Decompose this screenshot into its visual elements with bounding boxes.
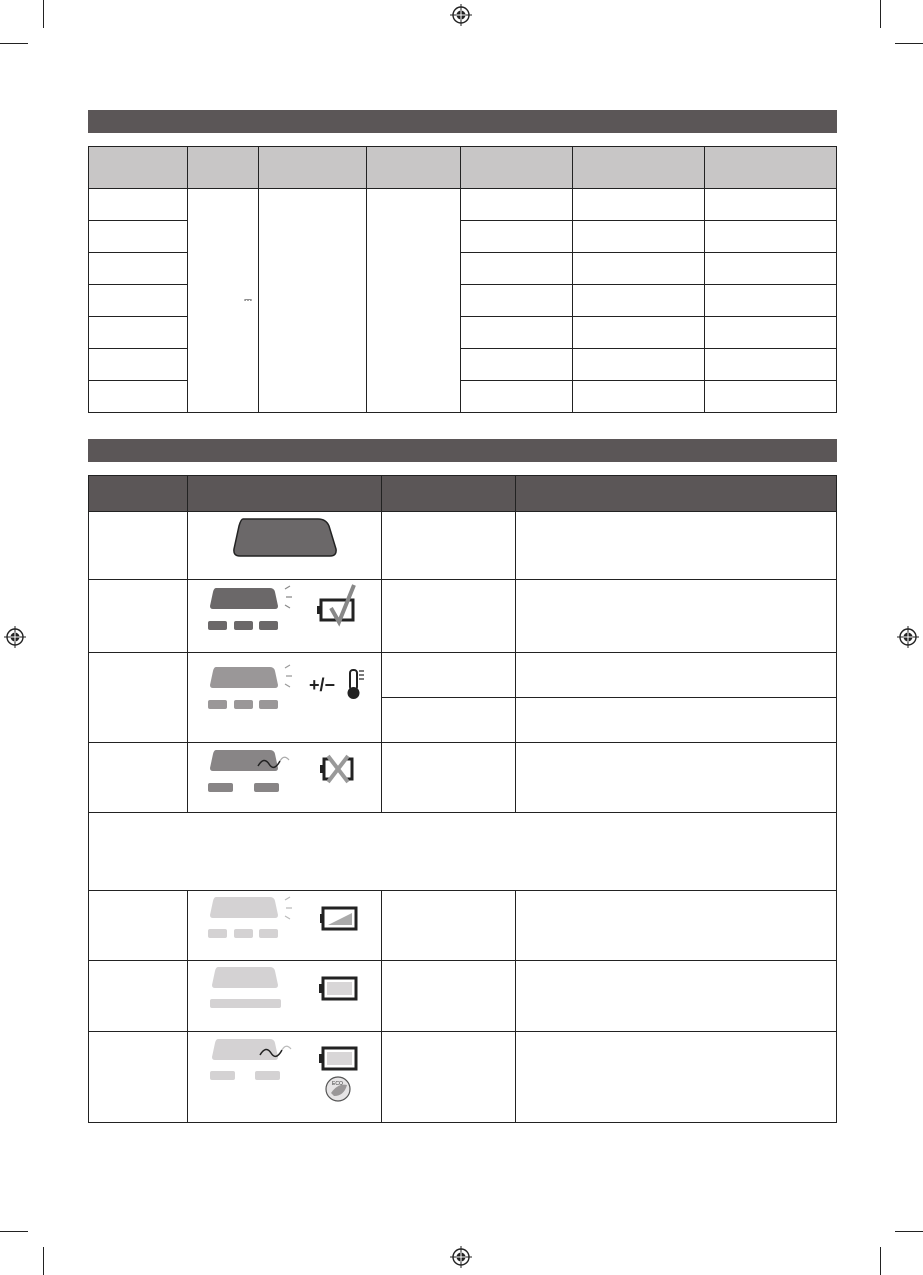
- spec-cell: [89, 285, 188, 317]
- indicator-cell: [516, 698, 837, 743]
- indicator-cell: [382, 1032, 516, 1123]
- registration-mark-right-icon: [897, 626, 919, 648]
- indicator-cell: [516, 961, 837, 1032]
- spec-cell: [89, 317, 188, 349]
- illustration-cell: [188, 961, 382, 1032]
- illustration-cell: [188, 891, 382, 961]
- indicator-cell: [382, 961, 516, 1032]
- spec-cell: [573, 349, 705, 381]
- spec-cell: [573, 221, 705, 253]
- spec-header-cell: [573, 147, 705, 189]
- indicator-cell: [89, 961, 188, 1032]
- spec-cell: [705, 189, 837, 221]
- indicator-cell: [516, 512, 837, 580]
- indicator-cell: [382, 891, 516, 961]
- spec-cell: [461, 189, 573, 221]
- illustration-cell: [188, 653, 382, 743]
- indicator-cell: [382, 653, 516, 698]
- spec-cell: [573, 285, 705, 317]
- spec-cell: [573, 381, 705, 413]
- indicator-cell: [516, 580, 837, 653]
- illustration-cell: [188, 1032, 382, 1123]
- thermometer-icon: [309, 670, 364, 699]
- spec-cell: [705, 285, 837, 317]
- charger-led-charging-icon: [188, 892, 382, 960]
- spec-cell: [573, 189, 705, 221]
- table-row: [89, 580, 837, 653]
- table-row: [89, 961, 837, 1032]
- illustration-cell: [188, 580, 382, 653]
- spec-header-cell: [367, 147, 461, 189]
- table-row: [89, 891, 837, 961]
- indicator-cell: [89, 1032, 188, 1123]
- spec-cell: [461, 317, 573, 349]
- crop-mark-top-left-h: [0, 43, 28, 44]
- indicator-header-cell: [188, 476, 382, 512]
- charger-led-mid-icon: [188, 654, 382, 742]
- specifications-table: [88, 146, 837, 413]
- crop-mark-top-right-h: [895, 43, 923, 44]
- spec-cell: [573, 253, 705, 285]
- spec-cell: [705, 317, 837, 349]
- spec-cell: [705, 381, 837, 413]
- illustration-cell: [188, 743, 382, 813]
- indicator-header-cell: [89, 476, 188, 512]
- indicator-header-cell: [516, 476, 837, 512]
- charger-led-error-icon: [188, 744, 382, 812]
- spec-header-cell: [259, 147, 367, 189]
- indicator-cell: [382, 698, 516, 743]
- spec-cell: [89, 381, 188, 413]
- spec-header-cell: [705, 147, 837, 189]
- crop-mark-top-right-v: [880, 0, 881, 28]
- charger-led-eco-icon: [188, 1033, 382, 1122]
- tolerance-label: +/−: [309, 674, 336, 695]
- indicator-cell: [89, 512, 188, 580]
- indicator-cell: [89, 891, 188, 961]
- indicator-table: [88, 475, 837, 1123]
- battery-x-icon: [320, 756, 352, 782]
- charger-base-icon: [188, 513, 382, 579]
- illustration-cell: [188, 512, 382, 580]
- indicator-cell: [382, 512, 516, 580]
- indicator-cell: [516, 743, 837, 813]
- spec-cell: [705, 349, 837, 381]
- spec-cell: [89, 189, 188, 221]
- spec-cell: [705, 221, 837, 253]
- indicator-cell: [382, 743, 516, 813]
- crop-mark-bottom-right-v: [880, 1247, 881, 1275]
- indicator-cell: [516, 1032, 837, 1123]
- section-bar-specifications: [88, 110, 837, 133]
- spec-header-cell: [461, 147, 573, 189]
- note-cell: [89, 813, 837, 891]
- table-row: [89, 743, 837, 813]
- spec-cell: [461, 253, 573, 285]
- spec-cell: [89, 253, 188, 285]
- battery-check-icon: [317, 585, 354, 622]
- indicator-cell: [516, 653, 837, 698]
- indicator-header-cell: [382, 476, 516, 512]
- spec-cell: [461, 381, 573, 413]
- registration-mark-top-icon: [450, 4, 472, 26]
- battery-charging-icon: [320, 908, 356, 929]
- spec-cell: [89, 221, 188, 253]
- indicator-cell: [516, 891, 837, 961]
- spec-cell: [89, 349, 188, 381]
- spec-header-cell: [188, 147, 259, 189]
- spec-header-cell: [89, 147, 188, 189]
- indicator-cell: [89, 580, 188, 653]
- battery-full-icon: [319, 978, 356, 999]
- spec-cell: [461, 221, 573, 253]
- spec-cell: [461, 285, 573, 317]
- spec-header-row: [89, 147, 837, 189]
- indicator-cell: [382, 580, 516, 653]
- eco-label: ECO: [332, 1080, 343, 1087]
- table-row: [89, 1032, 837, 1123]
- spec-cell: [573, 317, 705, 349]
- section-bar-indicators: [88, 439, 837, 462]
- charger-led-full-icon: [188, 962, 382, 1031]
- crop-mark-bottom-left-v: [43, 1247, 44, 1275]
- dc-symbol-icon: ⎓: [244, 294, 252, 306]
- spec-merged-cell: [367, 189, 461, 413]
- crop-mark-bottom-left-h: [0, 1231, 28, 1232]
- dc-voltage-cell: [188, 189, 259, 413]
- table-row: [89, 189, 837, 221]
- battery-full-icon: [319, 1048, 356, 1069]
- registration-mark-left-icon: [4, 626, 26, 648]
- spec-cell: [461, 349, 573, 381]
- indicator-cell: [89, 743, 188, 813]
- indicator-header-row: [89, 476, 837, 512]
- spec-cell: [705, 253, 837, 285]
- eco-leaf-icon: [326, 1077, 350, 1101]
- table-row: [89, 653, 837, 698]
- indicator-cell: [89, 653, 188, 743]
- spec-merged-cell: [259, 189, 367, 413]
- registration-mark-bottom-icon: [450, 1246, 472, 1268]
- crop-mark-bottom-right-h: [895, 1231, 923, 1232]
- table-row: [89, 512, 837, 580]
- table-row: [89, 813, 837, 891]
- crop-mark-top-left-v: [43, 0, 44, 28]
- charger-led-dark-icon: [188, 580, 382, 652]
